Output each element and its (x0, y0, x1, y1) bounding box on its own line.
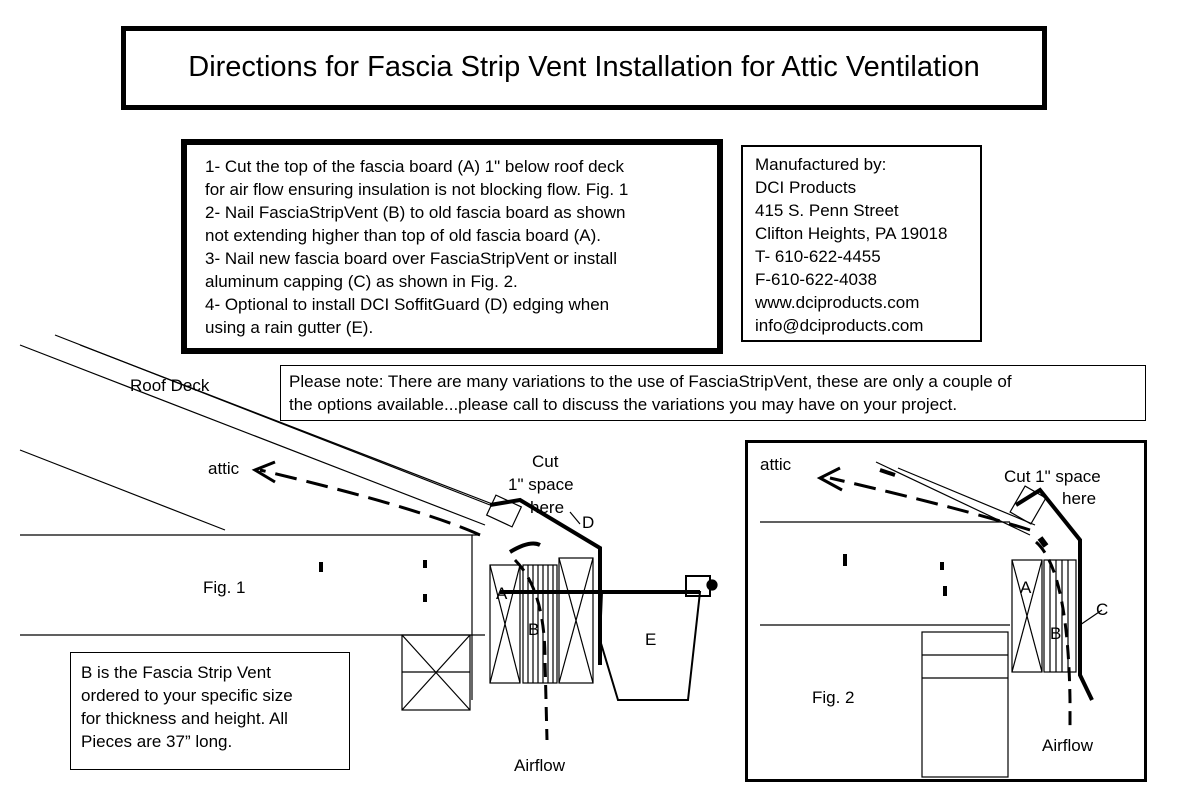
label-a: A (496, 584, 508, 603)
insulation-stop (510, 544, 540, 552)
label-c-2: C (1096, 600, 1109, 619)
step-line: for air flow ensuring insulation is not blocking flow. Fig. 1 (205, 180, 629, 199)
mfr-company: DCI Products (755, 178, 857, 197)
b-note-line: ordered to your specific size (81, 686, 293, 705)
cut-label: here (530, 498, 565, 517)
cut-label-2: here (1062, 489, 1097, 508)
note-box (280, 365, 1146, 421)
cut-label: 1" space (508, 475, 574, 494)
fig2-label: Fig. 2 (812, 688, 855, 707)
airflow-to-attic (260, 470, 480, 535)
b-note-line: B is the Fascia Strip Vent (81, 663, 271, 682)
step-line: aluminum capping (C) as shown in Fig. 2. (205, 272, 518, 291)
airflow-label-2: Airflow (1042, 736, 1094, 755)
attic-label-2: attic (760, 455, 792, 474)
note-line: Please note: There are many variations to the use of FasciaStripVent, these are only a couple of (289, 372, 1012, 391)
mfr-fax: F-610-622-4038 (755, 270, 877, 289)
label-b: B (528, 620, 540, 639)
roof-deck-label: Roof Deck (130, 376, 210, 395)
step-line: 3- Nail new fascia board over FasciaStripVent or install (205, 249, 617, 268)
page-title: Directions for Fascia Strip Vent Installation for Attic Ventilation (188, 51, 980, 83)
mfr-email: info@dciproducts.com (755, 316, 924, 335)
label-e: E (645, 630, 657, 649)
airflow-label: Airflow (514, 756, 566, 775)
b-note-line: Pieces are 37” long. (81, 732, 233, 751)
mfr-line: Manufactured by: (755, 155, 887, 174)
cut-label-2: Cut 1" space (1004, 467, 1101, 486)
mfr-street: 415 S. Penn Street (755, 201, 899, 220)
step-line: 1- Cut the top of the fascia board (A) 1" below roof deck (205, 157, 624, 176)
label-d: D (582, 513, 595, 532)
step-line: 2- Nail FasciaStripVent (B) to old fascia board as shown (205, 203, 626, 222)
cut-label: Cut (532, 452, 559, 471)
step-line: not extending higher than top of old fascia board (A). (205, 226, 601, 245)
b-note-line: for thickness and height. All (81, 709, 288, 728)
attic-label: attic (208, 459, 240, 478)
note-line: the options available...please call to discuss the variations you may have on your project. (289, 395, 958, 414)
step-line: using a rain gutter (E). (205, 318, 374, 337)
mfr-website: www.dciproducts.com (755, 293, 920, 312)
mfr-city: Clifton Heights, PA 19018 (755, 224, 948, 243)
step-line: 4- Optional to install DCI SoffitGuard (D) edging when (205, 295, 610, 314)
fig1-label: Fig. 1 (203, 578, 246, 597)
rafter-line (20, 450, 225, 530)
b-note-box (70, 652, 350, 770)
mfr-phone: T- 610-622-4455 (755, 247, 881, 266)
label-a-2: A (1020, 578, 1032, 597)
label-b-2: B (1050, 624, 1062, 643)
